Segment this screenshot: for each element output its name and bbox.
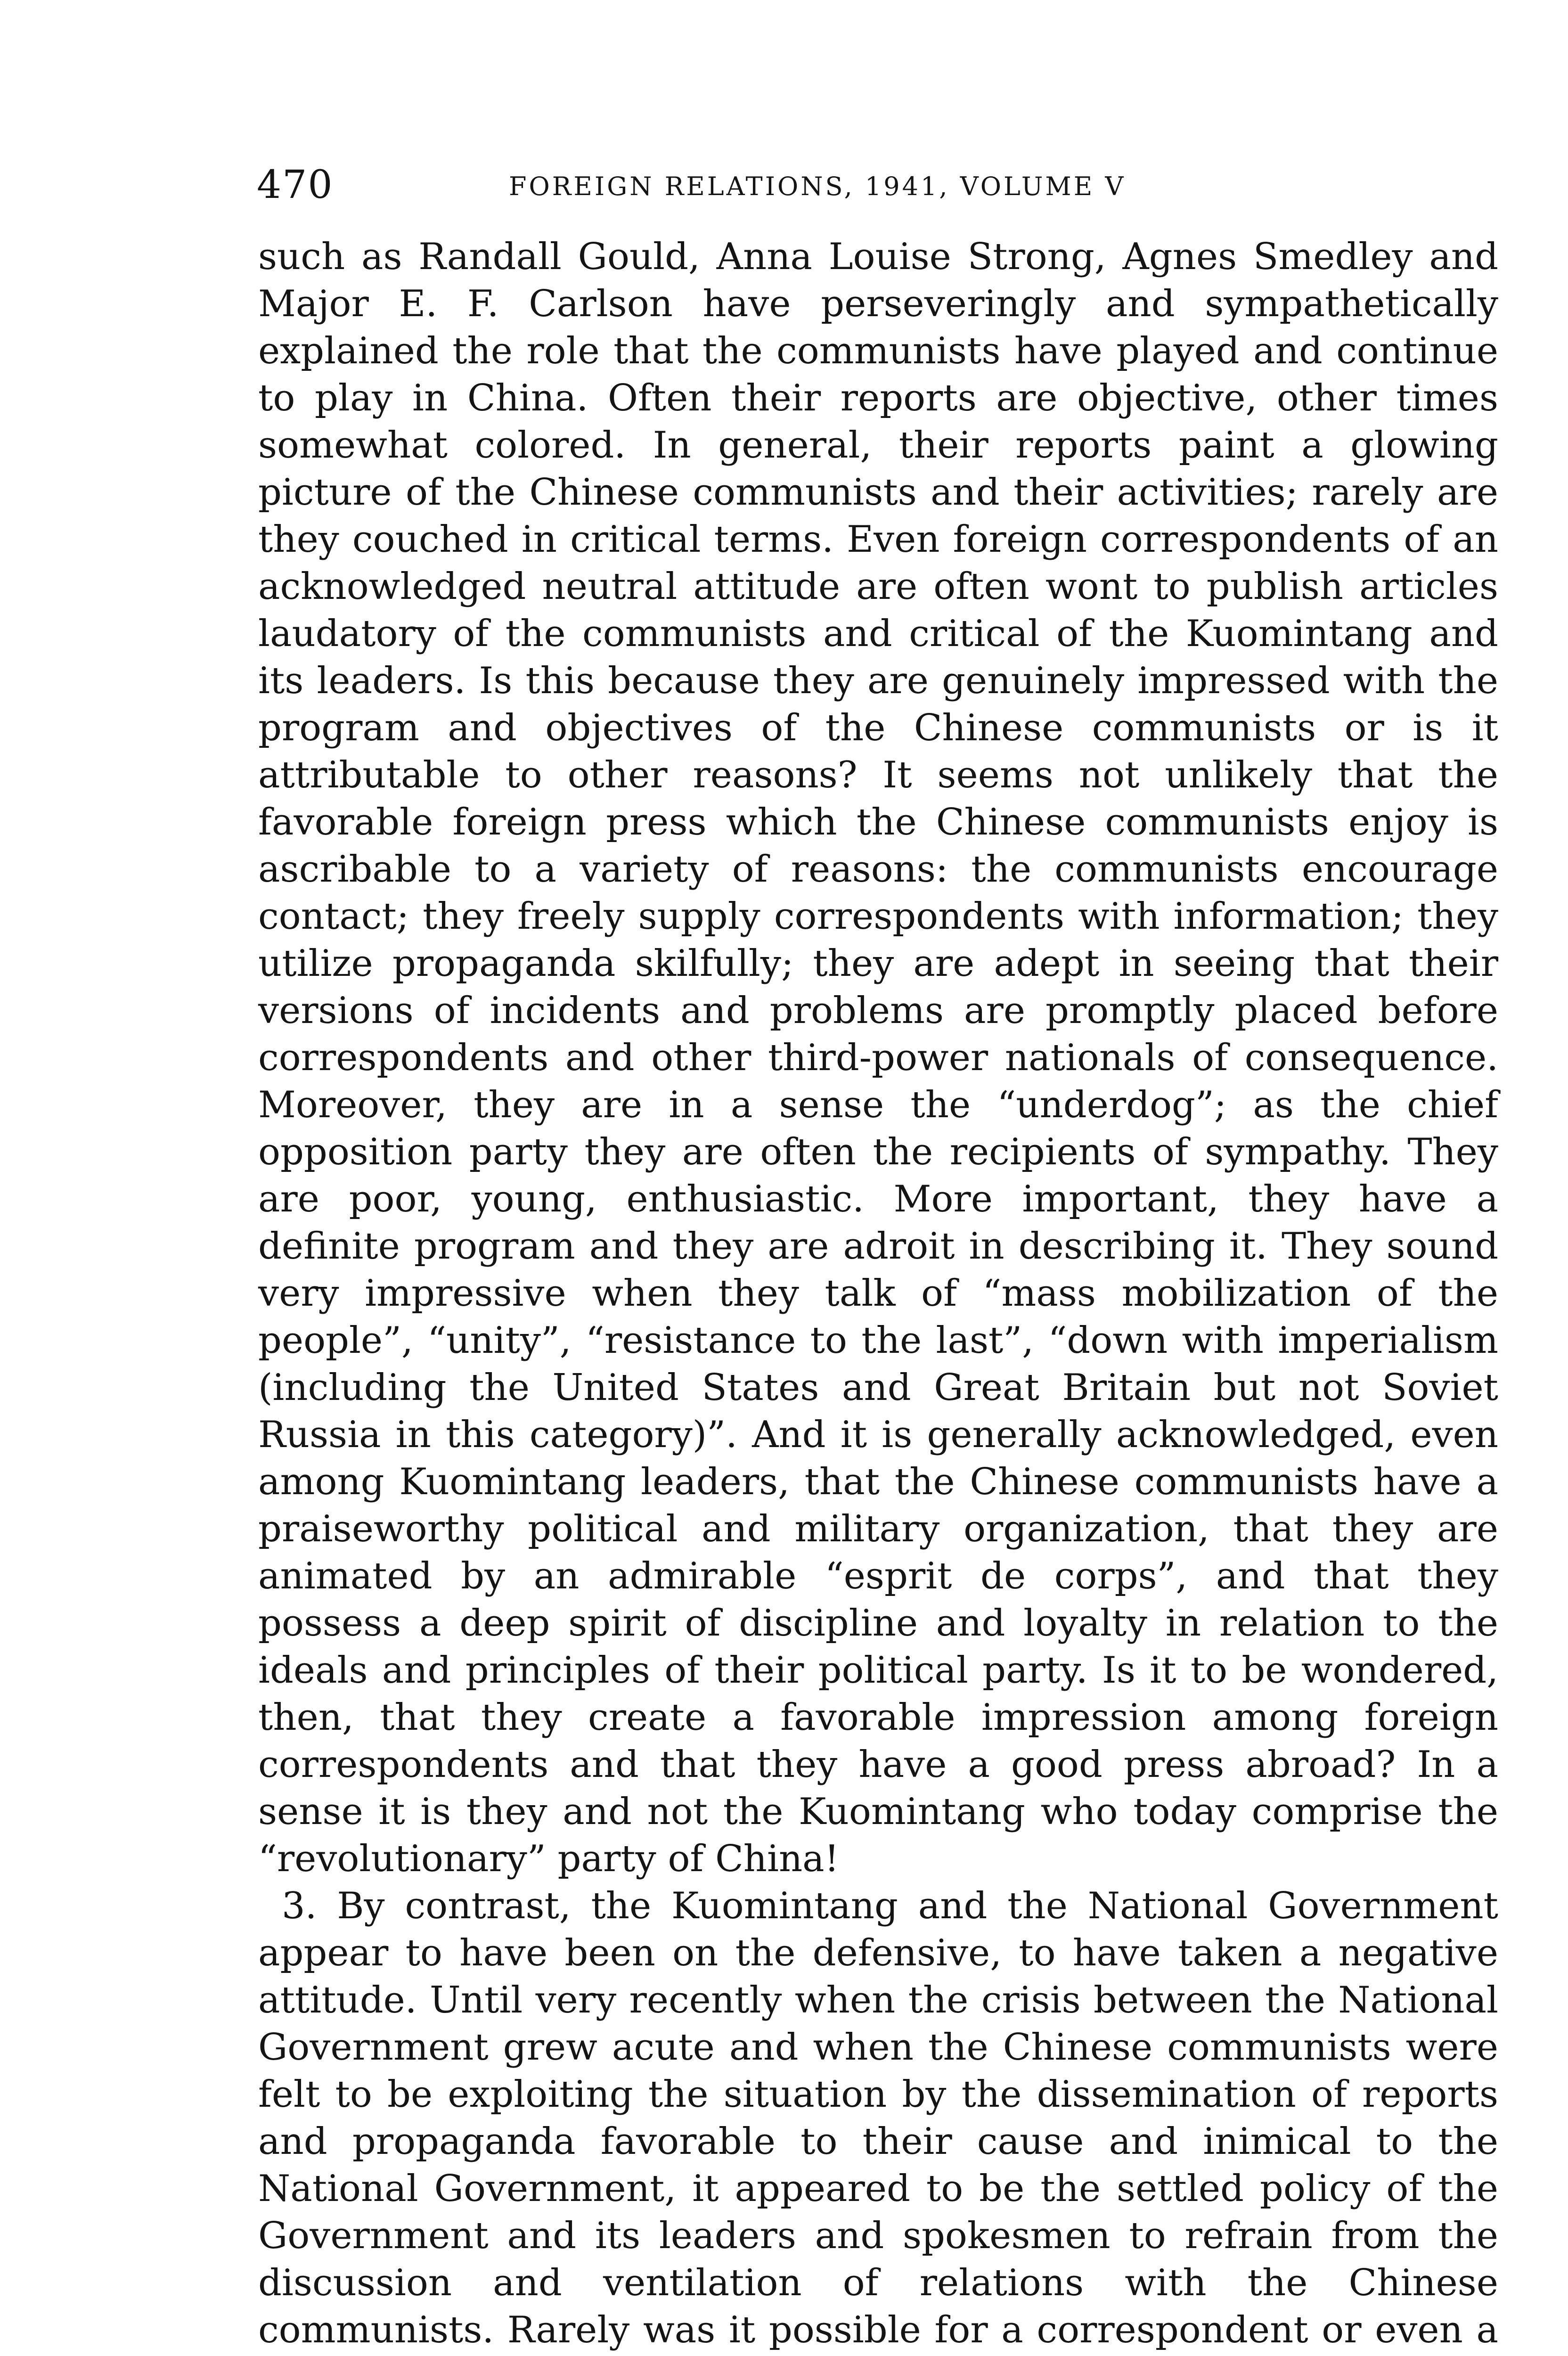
body-text xyxy=(258,233,1498,2356)
paragraph-continuation: such as Randall Gould, Anna Louise Strong, Agnes Smedley and Major E. F. Carlson have perseveringly and sympathetically explained the role that the communists have played and continue to play in China. Often their reports are objective, other times somewhat colored. In general, their reports paint a glowing picture of the Chinese communists and their activities; rarely are they couched in critical terms. Even foreign correspondents of an acknowledged neutral attitude are often wont to publish articles laudatory of the communists and critical of the Kuomintang and its leaders. Is this because they are genuinely impressed with the program and objectives of the Chinese communists or is it attributable to other reasons? It seems not unlikely that the favorable foreign press which the Chinese communists enjoy is ascribable to a variety of reasons: the communists encourage contact; they freely supply correspondents with information; they utilize propaganda skilfully; they are adept in seeing that their versions of incidents and problems are promptly placed before correspondents and other third-power nationals of consequence. Moreover, they are in a sense the “underdog”; as the chief opposition party they are often the recipients of sympathy. They are poor, young, enthusiastic. More important, they have a definite program and they are adroit in describing it. They sound very impressive when they talk of “mass mobilization of the people”, “unity”, “resistance to the last”, “down with imperialism (including the United States and Great Britain but not Soviet Russia in this category)”. And it is generally acknowledged, even among Kuomintang leaders, that the Chinese communists have a praiseworthy political and military organization, that they are animated by an admirable “esprit de corps”, and that they possess a deep spirit of discipline and loyalty in relation to the ideals and principles of their political party. Is it to be wondered, then, that they create a favorable impression among foreign correspondents and that they have a good press abroad? In a sense it is they and not the Kuomintang who today comprise the “revolutionary” party of China! xyxy=(258,236,1498,1880)
page-number: 470 xyxy=(257,163,334,207)
running-head: FOREIGN RELATIONS, 1941, VOLUME V xyxy=(509,172,1126,201)
page-header xyxy=(257,159,1505,211)
paragraph-section-3: 3. By contrast, the Kuomintang and the National Government appear to have been on the defensive, to have taken a negative attitude. Until very recently when the crisis between the National Government grew acute and when the Chinese communists were felt to be exploiting the situation by the dissemination of reports and propaganda favorable to their cause and inimical to the National Government, it appeared to be the settled policy of the Government and its leaders and spokesmen to refrain from the discussion and ventilation of relations with the Chinese communists. Rarely was it possible for a correspondent or even a xyxy=(258,1885,1498,2351)
